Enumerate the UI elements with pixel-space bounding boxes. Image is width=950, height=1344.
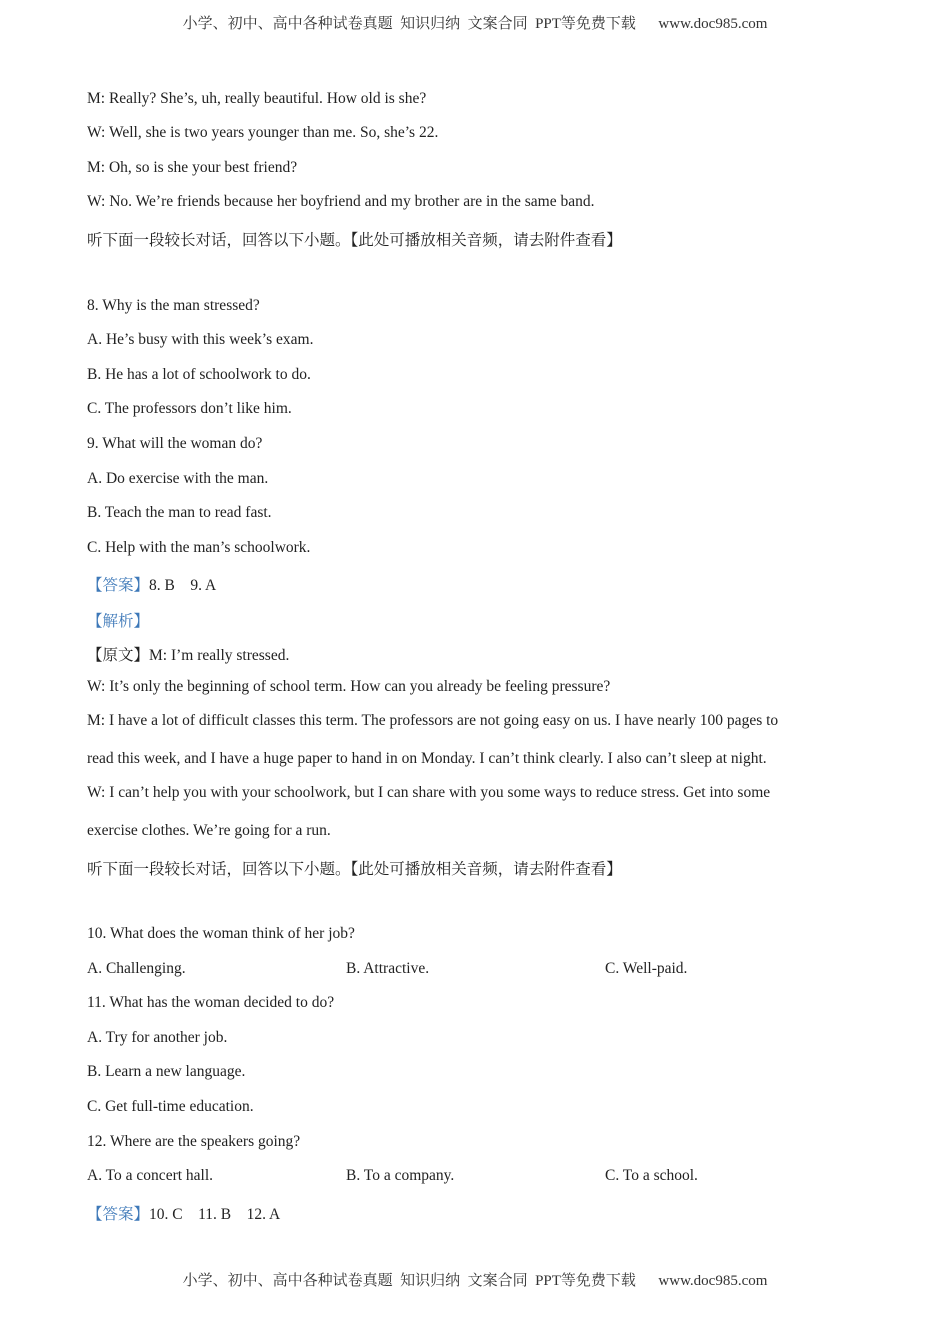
original-tag: 【原文】 xyxy=(87,647,150,664)
q8-option-c: C. The professors don’t like him. xyxy=(87,400,292,417)
q8-option-a: A. He’s busy with this week’s exam. xyxy=(87,331,314,348)
q10-option-c: C. Well-paid. xyxy=(605,960,688,977)
q12-option-b: B. To a company. xyxy=(346,1167,455,1184)
question-12: 12. Where are the speakers going? xyxy=(87,1133,301,1150)
original-line: read this week, and I have a huge paper to hand in on Monday. I can’t think clearly. I also can’t sleep at night. xyxy=(87,750,767,767)
original-line: W: It’s only the beginning of school term. How can you already be feeling pressure? xyxy=(87,678,611,695)
q11-option-c: C. Get full-time education. xyxy=(87,1098,254,1115)
answer-tag: 【答案】 xyxy=(87,1206,150,1223)
dialogue-line: M: Really? She’s, uh, really beautiful. How old is she? xyxy=(87,90,427,107)
question-10: 10. What does the woman think of her job? xyxy=(87,925,355,942)
original-line: W: I can’t help you with your schoolwork, but I can share with you some ways to reduce stress. Get into some xyxy=(87,784,771,801)
q10-option-b: B. Attractive. xyxy=(346,960,430,977)
page-footer: 小学、初中、高中各种试卷真题 知识归纳 文案合同 PPT等免费下载 www.doc985.com xyxy=(182,1273,768,1289)
q8-option-b: B. He has a lot of schoolwork to do. xyxy=(87,366,311,383)
original-first-line xyxy=(87,643,289,665)
original-line: exercise clothes. We’re going for a run. xyxy=(87,822,331,839)
answer-block-1 xyxy=(87,573,216,595)
listening-instruction: 听下面一段较长对话，回答以下小题。【此处可播放相关音频，请去附件查看】 xyxy=(87,861,622,878)
q10-option-a: A. Challenging. xyxy=(87,960,186,977)
original-line: M: I have a lot of difficult classes this term. The professors are not going easy on us. I have nearly 100 pages to xyxy=(87,712,779,729)
answer-tag: 【答案】 xyxy=(87,577,150,594)
q11-option-b: B. Learn a new language. xyxy=(87,1063,246,1080)
q12-option-a: A. To a concert hall. xyxy=(87,1167,214,1184)
q12-option-c: C. To a school. xyxy=(605,1167,698,1184)
answer-text: 8. B 9. A xyxy=(149,577,217,594)
q9-option-a: A. Do exercise with the man. xyxy=(87,470,269,487)
dialogue-line: W: No. We’re friends because her boyfriend and my brother are in the same band. xyxy=(87,193,595,210)
question-9: 9. What will the woman do? xyxy=(87,435,263,452)
dialogue-line: W: Well, she is two years younger than me. So, she’s 22. xyxy=(87,124,439,141)
answer-block-2 xyxy=(87,1202,280,1224)
dialogue-line: M: Oh, so is she your best friend? xyxy=(87,159,298,176)
question-8: 8. Why is the man stressed? xyxy=(87,297,260,314)
q9-option-c: C. Help with the man’s schoolwork. xyxy=(87,539,311,556)
page-header: 小学、初中、高中各种试卷真题 知识归纳 文案合同 PPT等免费下载 www.doc985.com xyxy=(182,16,768,32)
q11-option-a: A. Try for another job. xyxy=(87,1029,228,1046)
analysis-tag: 【解析】 xyxy=(87,613,150,630)
listening-instruction: 听下面一段较长对话，回答以下小题。【此处可播放相关音频，请去附件查看】 xyxy=(87,232,622,249)
answer-text: 10. C 11. B 12. A xyxy=(149,1206,281,1223)
question-11: 11. What has the woman decided to do? xyxy=(87,994,335,1011)
original-first-text: M: I’m really stressed. xyxy=(149,647,290,664)
q9-option-b: B. Teach the man to read fast. xyxy=(87,504,272,521)
